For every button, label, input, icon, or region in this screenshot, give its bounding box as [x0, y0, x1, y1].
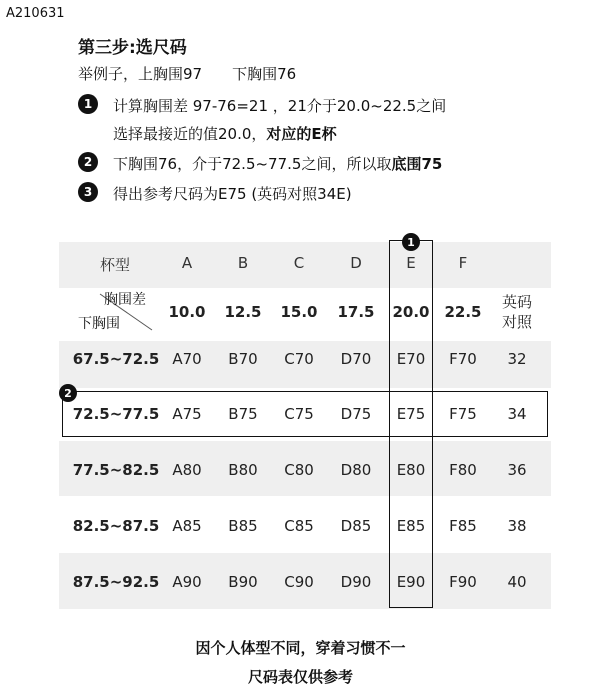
size-cell: D80 [340, 461, 372, 479]
size-cell: B85 [228, 517, 258, 535]
size-cell: C75 [284, 405, 314, 423]
row-range: 67.5~72.5 [72, 350, 160, 368]
chest-diff-label: 胸围差 [104, 292, 146, 308]
size-cell: B80 [228, 461, 258, 479]
size-cell: A85 [172, 517, 202, 535]
row-range: 87.5~92.5 [72, 573, 160, 591]
row-75-highlight-box [62, 391, 548, 437]
marker-1-icon: 1 [402, 233, 420, 251]
size-cell: E85 [396, 517, 426, 535]
cup-c-header: C [293, 254, 305, 272]
step-3-line: 得出参考尺码为E75 (英码对照34E) [113, 185, 352, 203]
row-range: 72.5~77.5 [72, 405, 160, 423]
footer-line-1: 因个人体型不同，穿着习惯不一 [195, 639, 406, 657]
size-cell: A80 [172, 461, 202, 479]
footer-line-2: 尺码表仅供参考 [247, 668, 353, 686]
diff-a: 10.0 [168, 303, 206, 321]
example-text: 举例子，上胸围97 下胸围76 [78, 65, 297, 83]
product-code: A210631 [6, 6, 65, 21]
step-1-line-2-text: 选择最接近的值20.0， [113, 125, 267, 143]
size-cell: B90 [228, 573, 258, 591]
size-cell: D85 [340, 517, 372, 535]
size-cell: D75 [340, 405, 372, 423]
size-cell: E70 [396, 350, 426, 368]
step-3-number-icon: 3 [78, 182, 98, 202]
size-cell: F75 [449, 405, 477, 423]
size-cell: E80 [396, 461, 426, 479]
size-cell: E90 [396, 573, 426, 591]
uk-cell: 40 [507, 573, 527, 591]
uk-cell: 38 [507, 517, 527, 535]
size-cell: D90 [340, 573, 372, 591]
underbust-label: 下胸围 [78, 316, 120, 332]
size-cell: F90 [449, 573, 477, 591]
size-cell: C80 [284, 461, 314, 479]
row-range: 77.5~82.5 [72, 461, 160, 479]
step-2-number-icon: 2 [78, 152, 98, 172]
cup-e-header: E [406, 254, 416, 272]
uk-cell: 34 [507, 405, 527, 423]
size-cell: A70 [172, 350, 202, 368]
size-cell: A90 [172, 573, 202, 591]
uk-size-header [495, 292, 539, 332]
step-2-highlight: 底围75 [391, 155, 443, 173]
step-1-highlight: 对应的E杯 [266, 125, 337, 143]
cup-b-header: B [237, 254, 249, 272]
size-cell: B70 [228, 350, 258, 368]
step-1-number-icon: 1 [78, 94, 98, 114]
uk-cell: 32 [507, 350, 527, 368]
marker-2-icon: 2 [59, 384, 77, 402]
uk-size-header-line-1: 英码 [501, 293, 532, 311]
size-cell: D70 [340, 350, 372, 368]
size-cell: C85 [284, 517, 314, 535]
cup-type-header: 杯型 [99, 256, 130, 274]
row-range: 82.5~87.5 [72, 517, 160, 535]
diff-c: 15.0 [280, 303, 318, 321]
cup-f-header: F [458, 254, 468, 272]
diff-b: 12.5 [224, 303, 262, 321]
size-cell: E75 [396, 405, 426, 423]
cup-d-header: D [350, 254, 362, 272]
step-title: 第三步:选尺码 [78, 38, 187, 58]
step-1-line-2 [113, 123, 337, 144]
size-cell: B75 [228, 405, 258, 423]
diff-f: 22.5 [444, 303, 482, 321]
size-cell: A75 [172, 405, 202, 423]
size-cell: C70 [284, 350, 314, 368]
step-2-text: 下胸围76，介于72.5~77.5之间，所以取 [113, 155, 392, 173]
step-1-line-1: 计算胸围差 97-76=21 ，21介于20.0~22.5之间 [113, 97, 447, 115]
size-cell: F70 [449, 350, 477, 368]
diff-d: 17.5 [337, 303, 375, 321]
cup-a-header: A [181, 254, 193, 272]
size-cell: C90 [284, 573, 314, 591]
step-2-line [113, 153, 442, 174]
uk-size-header-line-2: 对照 [501, 313, 532, 331]
diff-e: 20.0 [392, 303, 430, 321]
size-cell: F85 [449, 517, 477, 535]
size-cell: F80 [449, 461, 477, 479]
uk-cell: 36 [507, 461, 527, 479]
